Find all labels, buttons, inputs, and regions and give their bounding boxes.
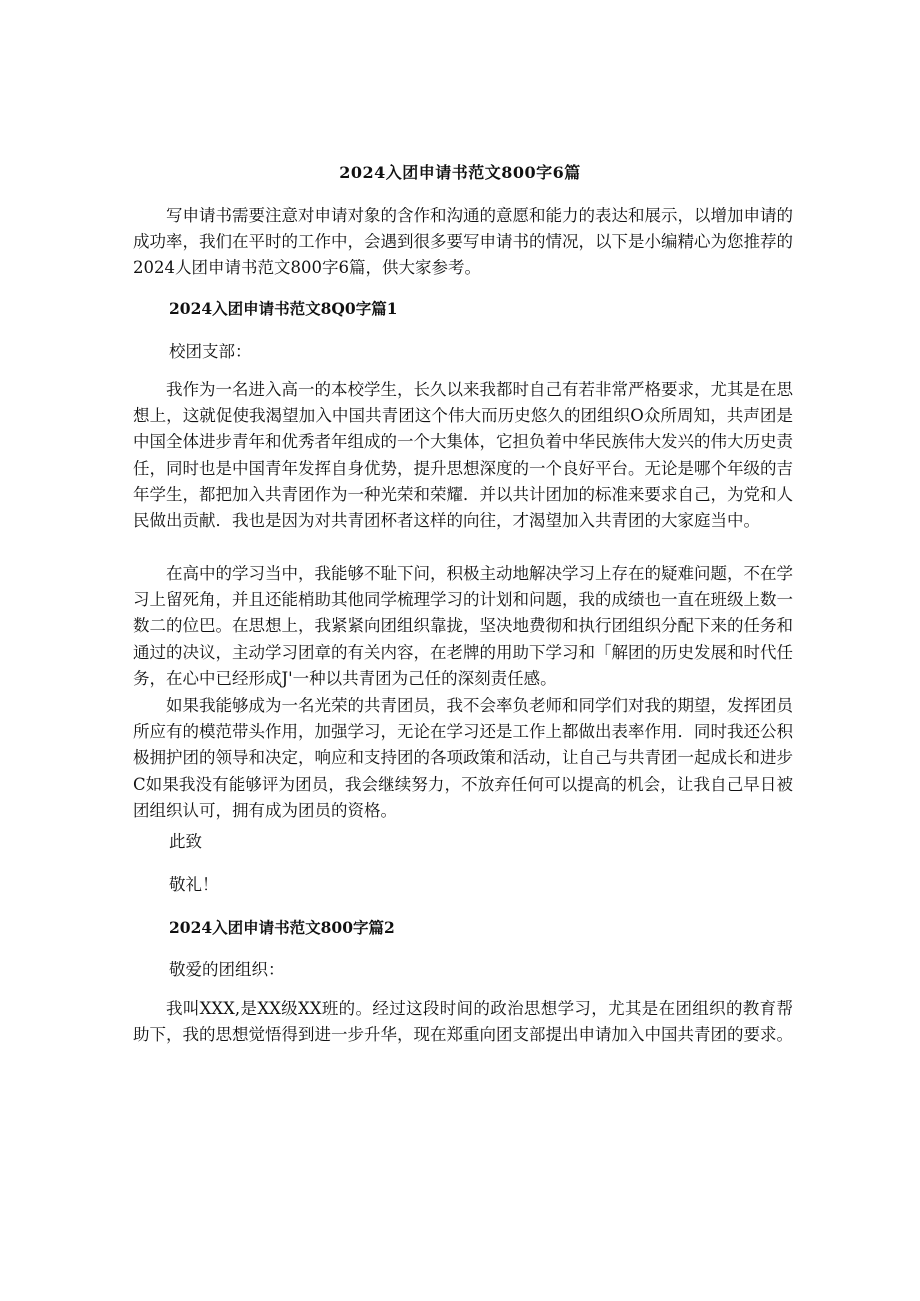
section1-salutation: 校团支部： <box>169 342 252 361</box>
section1-heading: 2024入团申请书范文8Q0字篇1 <box>169 299 398 318</box>
section2-paragraph: 我叫XXX,是XX级XX班的。经过这段时间的政治思想学习，尤其是在团组织的教育帮助下，我的思想觉悟得到进一步升华，现在郑重向团支部提出申请加入中国共青团的要求。 <box>133 999 793 1045</box>
section1-closing-1: 此致 <box>169 832 202 851</box>
section2-salutation: 敬爱的团组织： <box>169 960 285 979</box>
section1-paragraph-2: 在高中的学习当中，我能够不耻下问，积极主动地解决学习上存在的疑难问题，不在学习上留死角，并且还能梢助其他同学梳理学习的计划和问题，我的成绩也一直在班级上数一数二的位巴。在思想上，我紧紧向团组织靠拢，坚决地费彻和执行团组织分配下来的任务和通过的决议，主动学习团章的有关内容，在老牌的用助下学习和「解团的历史发展和时代任务，在心中已经形成J'一种以共青团为己任的深刻责任感。 <box>133 564 793 688</box>
section1-paragraph-1: 我作为一名进入高一的本校学生，长久以来我都时自己有若非常严格要求，尤其是在思想上，这就促使我渴望加入中国共青团这个伟大而历史悠久的团组织O众所周知，共声团是中国全体进步青年和优秀者年组成的一个大集体，它担负着中华民族伟大发兴的伟大历史责任，同时也是中国青年发挥自身优势，提升思想深度的一个良好平台。无论是哪个年级的吉年学生，都把加入共青团作为一种光荣和荣耀．并以共计团加的标准来要求自己，为党和人民做出贡献．我也是因为对共青团杯者这样的向往，才渴望加入共青团的大家庭当中。 <box>133 380 793 531</box>
section1-paragraph-3: 如果我能够成为一名光荣的共青团员，我不会率负老师和同学们对我的期望，发挥团员所应有的模范带头作用，加强学习，无论在学习还是工作上都做出表率作用．同时我还公积极拥护团的领导和决定，响应和支持团的各项政策和活动，让自己与共青团一起成长和进步C如果我没有能够评为团员，我会继续努力，不放弃任何可以提高的机会，让我自己早日被团组织认可，拥有成为团员的资格。 <box>133 696 793 820</box>
document-title: 2024入团申请书范文800字6篇 <box>339 163 581 182</box>
intro-paragraph: 写申请书需要注意对申请对象的含作和沟通的意愿和能力的表达和展示，以增加申请的成功率，我们在平时的工作中，会遇到很多要写申请书的情况，以下是小编精心为您推荐的2024人团申请书范文800字6篇，供大家参考。 <box>133 206 793 278</box>
section1-closing-2: 敬礼！ <box>169 875 219 894</box>
section2-heading: 2024入团申请书范文800字篇2 <box>169 918 395 937</box>
